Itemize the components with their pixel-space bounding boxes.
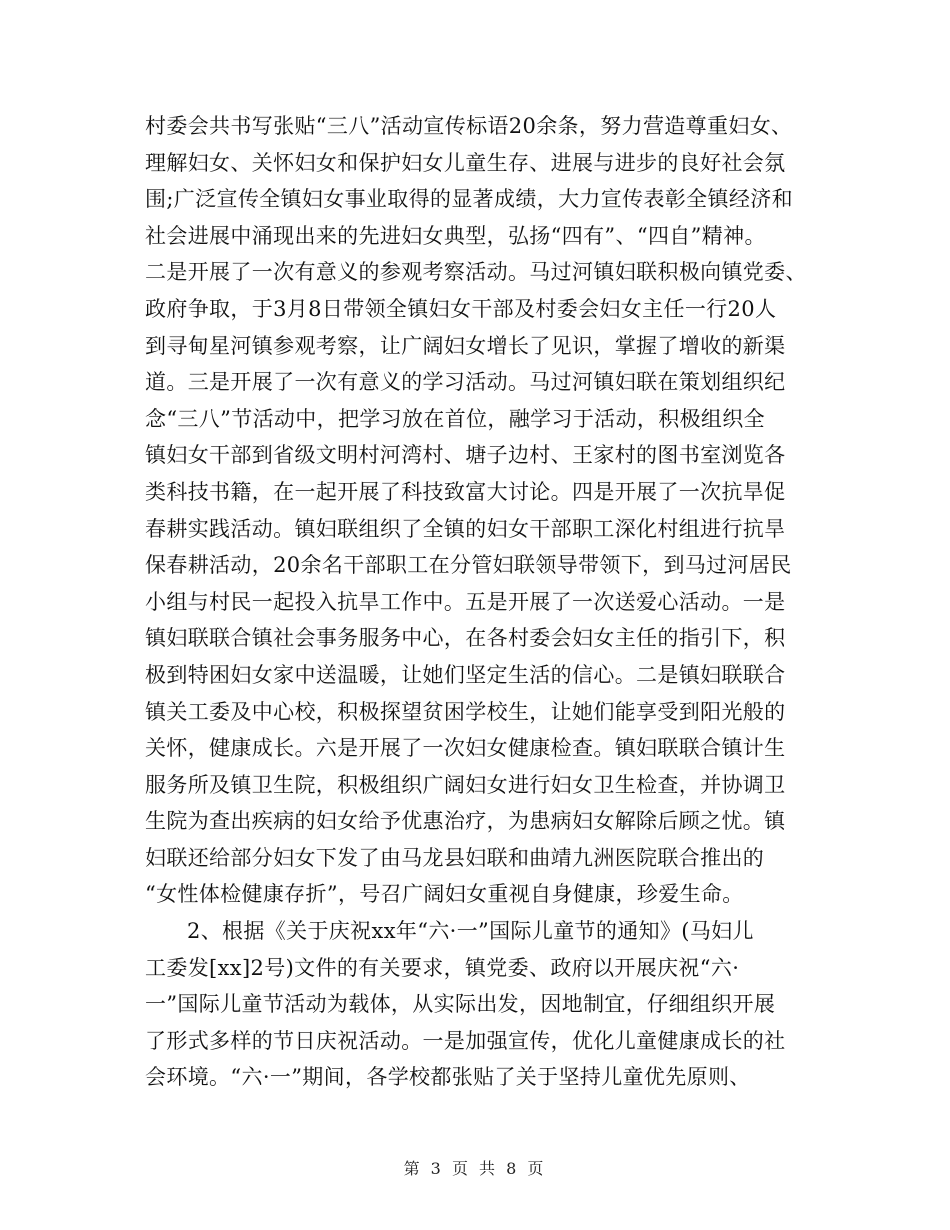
text-line-first: 2、根据《关于庆祝xx年“六·一”国际儿童节的通知》(马妇儿 — [187, 919, 754, 944]
text-line: 一”国际儿童节活动为载体，从实际出发，因地制宜，仔细组织开展 — [145, 992, 776, 1017]
document-body — [145, 108, 815, 1096]
text-line: 镇妇女干部到省级文明村河湾村、塘子边村、王家村的图书室浏览各 — [145, 443, 786, 468]
text-line: 妇联还给部分妇女下发了由马龙县妇联和曲靖九洲医院联合推出的 — [145, 845, 765, 870]
text-line: 会环境。“六·一”期间，各学校都张贴了关于坚持儿童优先原则、 — [145, 1065, 751, 1090]
text-line: 保春耕活动，20余名干部职工在分管妇联领导带领下，到马过河居民 — [145, 553, 792, 578]
paragraph-2 — [145, 913, 815, 1096]
text-line: 镇关工委及中心校，积极探望贫困学校生，让她们能享受到阳光般的 — [145, 699, 786, 724]
paragraph-1 — [145, 108, 815, 913]
text-line: 极到特困妇女家中送温暖，让她们坚定生活的信心。二是镇妇联联合 — [145, 662, 786, 687]
text-line: 理解妇女、关怀妇女和保护妇女儿童生存、进展与进步的良好社会氛 — [145, 150, 786, 175]
text-line: 春耕实践活动。镇妇联组织了全镇的妇女干部职工深化村组进行抗旱 — [145, 516, 786, 541]
text-line: “女性体检健康存折”，号召广阔妇女重视自身健康，珍爱生命。 — [145, 882, 744, 907]
text-line: 围;广泛宣传全镇妇女事业取得的显著成绩，大力宣传表彰全镇经济和 — [145, 187, 793, 212]
text-line: 类科技书籍，在一起开展了科技致富大讨论。四是开展了一次抗旱促 — [145, 479, 786, 504]
text-line: 了形式多样的节日庆祝活动。一是加强宣传，优化儿童健康成长的社 — [145, 1028, 786, 1053]
text-line: 社会进展中涌现出来的先进妇女典型，弘扬“四有”、“四自”精神。 — [145, 223, 766, 248]
text-line: 服务所及镇卫生院，积极组织广阔妇女进行妇女卫生检查，并协调卫 — [145, 772, 786, 797]
text-line: 念“三八”节活动中，把学习放在首位，融学习于活动，积极组织全 — [145, 406, 765, 431]
text-line: 到寻甸星河镇参观考察，让广阔妇女增长了见识，掌握了增收的新渠 — [145, 333, 786, 358]
page-number-footer: 第 3 页 共 8 页 — [403, 1159, 547, 1178]
text-line: 小组与村民一起投入抗旱工作中。五是开展了一次送爱心活动。一是 — [145, 589, 786, 614]
text-line: 政府争取，于3月8日带领全镇妇女干部及村委会妇女主任一行20人 — [145, 296, 777, 321]
text-line: 镇妇联联合镇社会事务服务中心，在各村委会妇女主任的指引下，积 — [145, 626, 786, 651]
text-line: 工委发[xx]2号)文件的有关要求，镇党委、政府以开展庆祝“六· — [145, 955, 740, 980]
text-line: 二是开展了一次有意义的参观考察活动。马过河镇妇联积极向镇党委、 — [145, 260, 807, 285]
text-line: 关怀，健康成长。六是开展了一次妇女健康检查。镇妇联联合镇计生 — [145, 736, 786, 761]
text-line: 村委会共书写张贴“三八”活动宣传标语20余条，努力营造尊重妇女、 — [145, 114, 793, 138]
text-line: 生院为查出疾病的妇女给予优惠治疗，为患病妇女解除后顾之忧。镇 — [145, 809, 786, 834]
text-line: 道。三是开展了一次有意义的学习活动。马过河镇妇联在策划组织纪 — [145, 370, 786, 395]
